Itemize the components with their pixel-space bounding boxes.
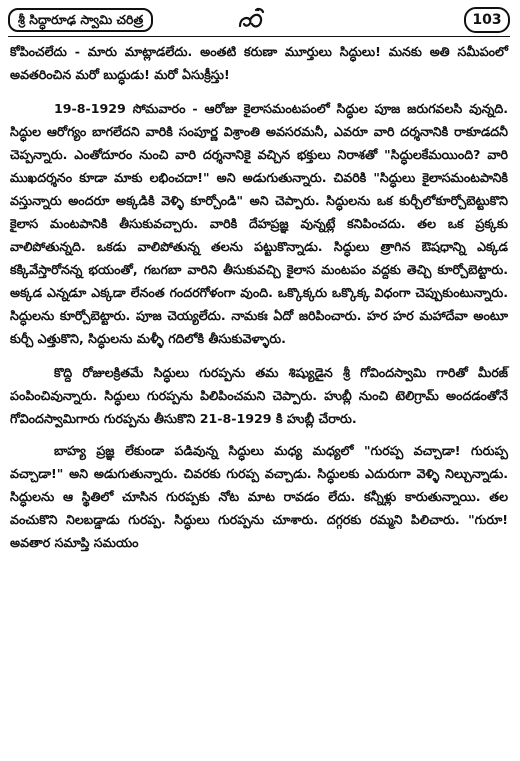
paragraph: బాహ్య ప్రజ్ఞ లేకుండా పడివున్న సిద్ధులు మధ్య మధ్యలో "గురప్ప వచ్చాడా! గురుప్ప వచ్చాడా!" అని అడుగుతున్నారు. చివరకు గురప్ప వచ్చాడు. సిద్ధులకు ఎదురుగా వెళ్ళి నిల్చున్నాడు. సిద్ధులను ఆ స్థితిలో చూసిన గురప్పకు నోట మాట రావడం లేదు. కన్నీళ్లు కారుతున్నాయి. తల వంచుకొని నిలబడ్డాడు గురప్ప. సిద్ధులు గురప్పను చూశారు. దగ్గరకు రమ్మని పిలిచారు. "గురూ! అవతార సమాప్తి సమయం (10, 443, 508, 550)
book-title: శ్రీ సిద్ధారూఢ స్వామి చరిత్ర (8, 8, 153, 32)
page-body (10, 40, 508, 565)
header-divider (8, 36, 510, 37)
page-number: 103 (464, 7, 510, 33)
page-header (8, 6, 510, 32)
paragraph: 19-8-1929 సోమవారం - ఆరోజు కైలాసమంటపంలో సిద్ధుల పూజ జరుగవలసి వున్నది. సిద్ధుల ఆరోగ్యం బాగలేదని వారికి సంపూర్ణ విశ్రాంతి అవసరమనీ, ఎవరూ వారి దర్శనానికి రాకూడదనీ చెప్పన్నారు. ఎంతోదూరం నుంచి వారి దర్శనానికై వచ్చిన భక్తులు నిరాశతో "సిద్ధులకేమయింది? వారి ముఖదర్శనం కూడా మాకు లభించదా!" అని అడుగుతున్నారు. చివరికి "సిద్ధులు కైలాసమంటపానికి వస్తున్నారు అందరూ అక్కడికి వెళ్ళి కూర్చోండి" అని చెప్పారు. సిద్ధులను ఒక కుర్చీలోకూర్చోబెట్టుకొని కైలాస మంటపానికి తీసుకువచ్చారు. వారికి దేహప్రజ్ఞ వున్నట్లే కనిపించదు. తల ఒక ప్రక్కకు వాలిపోతున్నది. ఒకడు వాలిపోతున్న తలను పట్టుకొన్నాడు. సిద్ధులు త్రాగిన ఔషధాన్ని ఎక్కడ కక్కివేస్తారోనన్న భయంతో, గబగబా వారిని తీసుకువచ్చి కైలాస మంటపం వద్దకు తెచ్చి కూర్చోబెట్టారు. అక్కడ ఎన్నడూ ఎక్కడా లేనంత గందరగోళంగా వుంది. ఒక్కొక్కరు ఒక్కొక్క విధంగా చెప్పుకుంటున్నారు. సిద్ధులను కూర్చోబెట్టారు. పూజ చెయ్యలేదు. నామకః ఏదో జరిపించారు. హర హర మహాదేవా అంటూ కుర్చీ ఎత్తుకొని, సిద్ధులను మళ్ళీ గదిలోకి తీసుకువెళ్ళారు. (10, 101, 508, 346)
paragraph: కొద్ది రోజులక్రితమే సిద్ధులు గురప్పను తమ శిష్యుడైన శ్రీ గోవిందస్వామి గారితో మీరజ్ పంపించివున్నారు. సిద్ధులు గురప్పను పిలిపించమని చెప్పారు. హుబ్లీ నుంచి టెలిగ్రామ్ అందడంతోనే గోవిందస్వామిగారు గురప్పను తీసుకొని 21-8-1929 కి హుబ్లీ చేరారు. (10, 365, 508, 426)
paragraph: కోపించలేదు - మారు మాట్లాడలేదు. అంతటి కరుణా మూర్తులు సిద్ధులు! మనకు అతి సమీపంలో అవతరించిన మరో బుద్ధుడు! మరో ఏసుక్రీస్తు! (10, 44, 508, 82)
om-icon (236, 6, 266, 32)
